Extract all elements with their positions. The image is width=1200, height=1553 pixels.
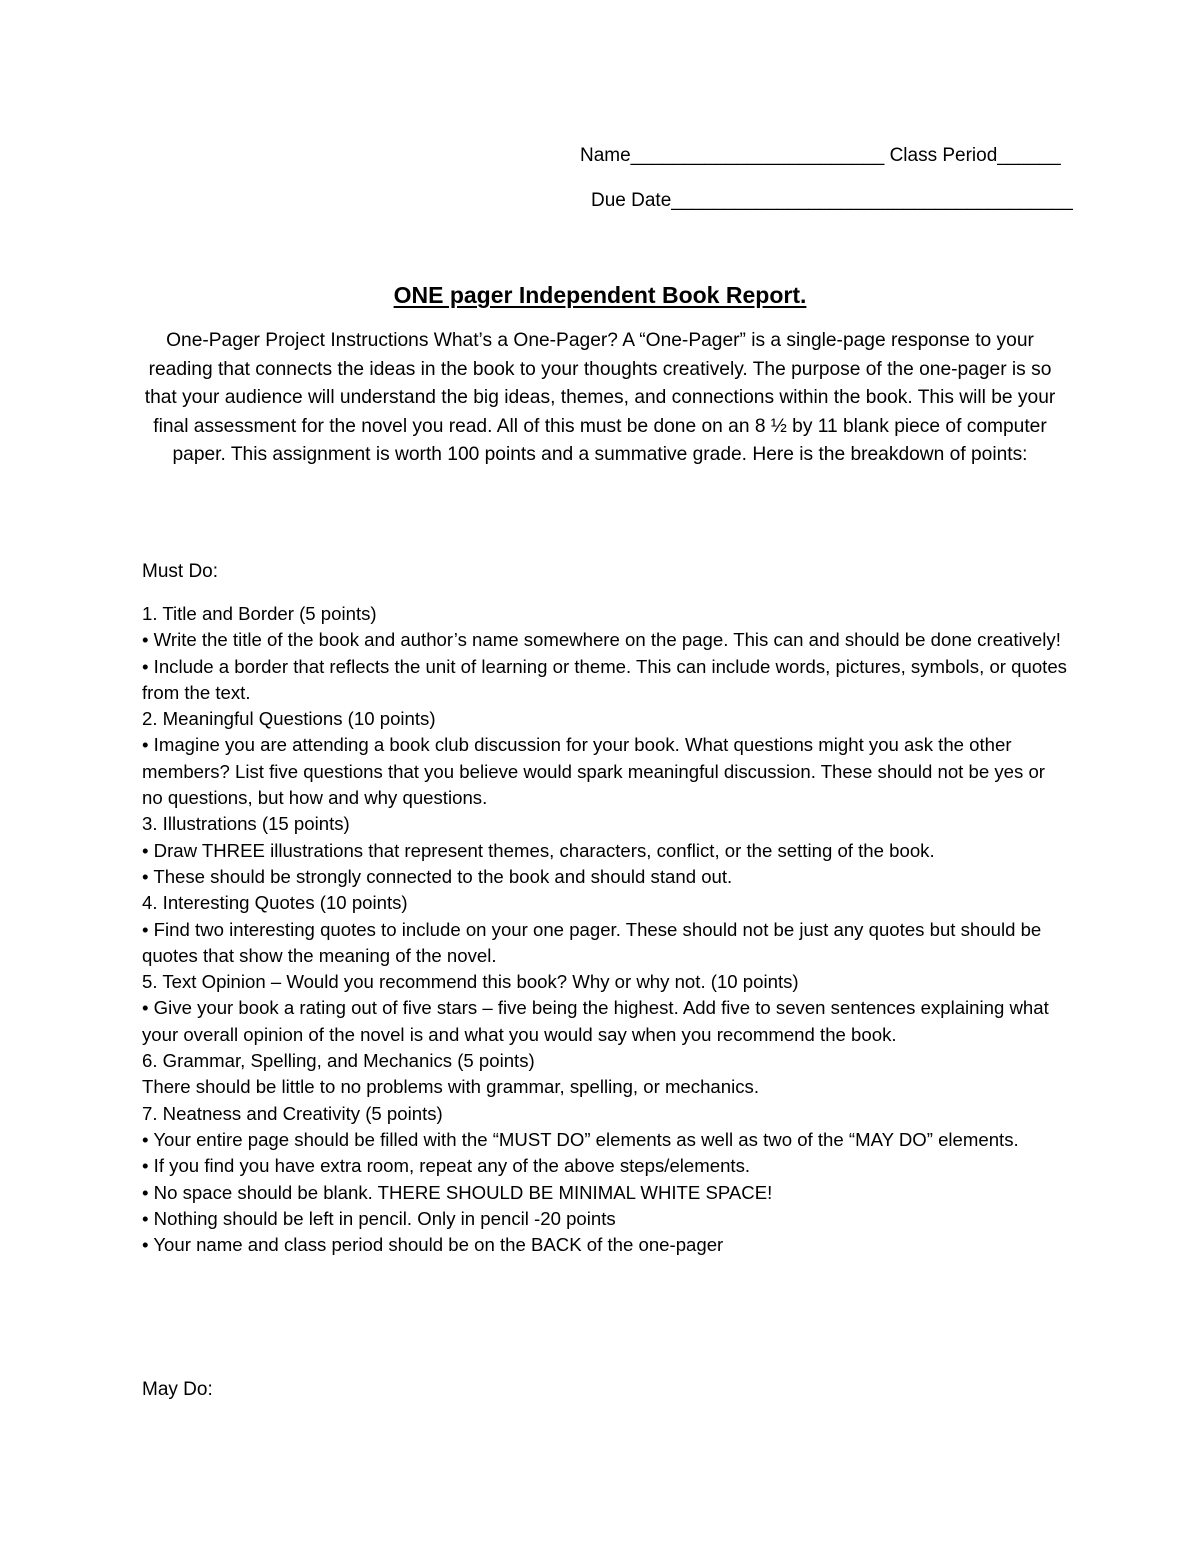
list-item: 2. Meaningful Questions (10 points) [142, 708, 436, 730]
list-item: • Imagine you are attending a book club discussion for your book. What questions might you ask the other members? List five questions that you believe would spark meaningful discussion. These should not be yes or no questions, but how and why questions. [142, 734, 1045, 809]
list-item: • Draw THREE illustrations that represent themes, characters, conflict, or the setting of the book. [142, 839, 935, 861]
list-item: There should be little to no problems with grammar, spelling, or mechanics. [142, 1076, 759, 1098]
list-item: 5. Text Opinion – Would you recommend this book? Why or why not. (10 points) [142, 971, 799, 993]
list-item: • If you find you have extra room, repeat any of the above steps/elements. [142, 1155, 751, 1177]
document-title: ONE pager Independent Book Report. [393, 282, 807, 308]
list-item: 1. Title and Border (5 points) [142, 603, 377, 624]
list-item: 6. Grammar, Spelling, and Mechanics (5 points) [142, 1050, 535, 1072]
list-item: • Nothing should be left in pencil. Only in pencil -20 points [142, 1207, 616, 1229]
list-item: • No space should be blank. THERE SHOULD BE MINIMAL WHITE SPACE! [142, 1181, 773, 1203]
list-item: • Give your book a rating out of five stars – five being the highest. Add five to seven sentences explaining what your overall opinion of the novel is and what you would say when you recommend the book. [142, 997, 1049, 1045]
list-item: • Write the title of the book and author’s name somewhere on the page. This can and should be done creatively! [142, 629, 1061, 651]
due-date-line: Due Date______________________________________ [591, 190, 1073, 211]
list-item: • Include a border that reflects the unit of learning or theme. This can include words, pictures, symbols, or quotes from the text. [142, 655, 1067, 703]
list-item: • Your entire page should be filled with the “MUST DO” elements as well as two of the “MAY DO” elements. [142, 1128, 1019, 1150]
list-item: • Find two interesting quotes to include on your one pager. These should not be just any quotes but should be quotes that show the meaning of the novel. [142, 918, 1042, 966]
may-do-label: May Do: [142, 1379, 213, 1400]
list-item: 7. Neatness and Creativity (5 points) [142, 1102, 443, 1124]
name-class-period-line: Name________________________ Class Period______ [580, 145, 1061, 166]
list-item: • These should be strongly connected to the book and should stand out. [142, 865, 733, 887]
document-title-container [0, 281, 1200, 309]
must-do-label: Must Do: [142, 561, 219, 582]
list-item: 4. Interesting Quotes (10 points) [142, 892, 408, 914]
list-item: 3. Illustrations (15 points) [142, 813, 350, 835]
must-do-list [142, 601, 1067, 1258]
intro-paragraph: One-Pager Project Instructions What’s a One-Pager? A “One-Pager” is a single-page response to your reading that connects the ideas in the book to your thoughts creatively. The purpose of the one-pager is so that your audience will understand the big ideas, themes, and connections within the book. This will be your final assessment for the novel you read. All of this must be done on an 8 ½ by 11 blank piece of computer paper. This assignment is worth 100 points and a summative grade. Here is the breakdown of points: [144, 330, 1056, 465]
list-item: • Your name and class period should be on the BACK of the one-pager [142, 1234, 724, 1256]
